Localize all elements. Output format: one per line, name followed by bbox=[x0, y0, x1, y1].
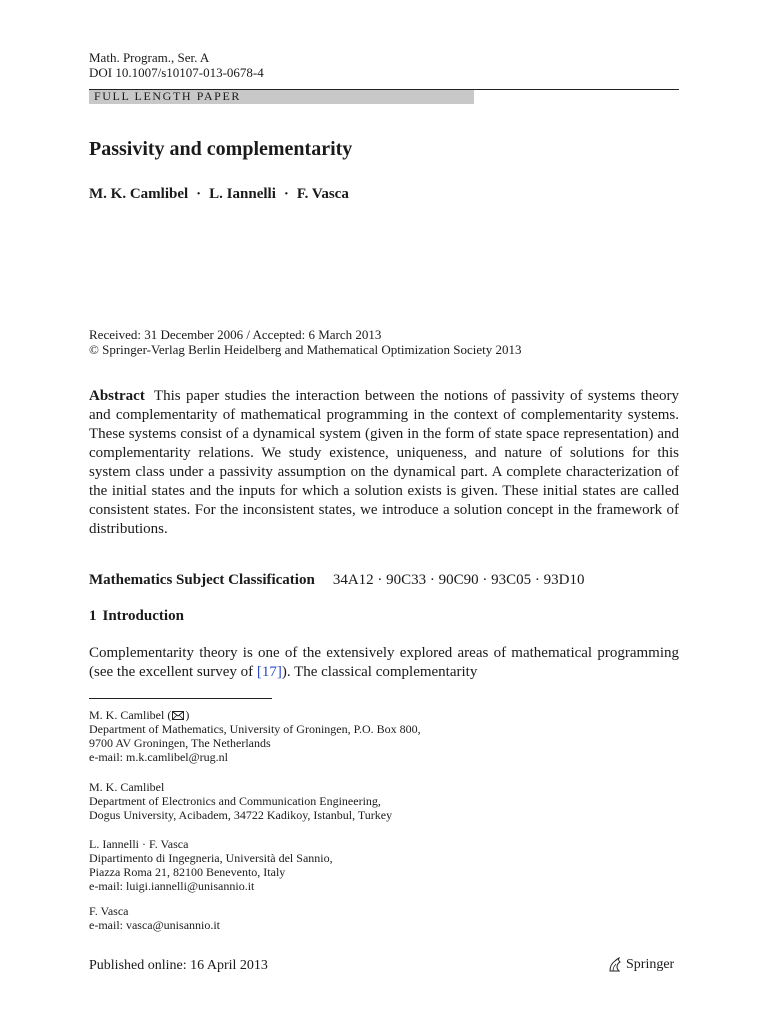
footnote-email: e-mail: luigi.iannelli@unisannio.it bbox=[89, 879, 255, 893]
msc-classification bbox=[89, 572, 679, 589]
msc-label: Mathematics Subject Classification bbox=[89, 572, 315, 588]
journal-doi: DOI 10.1007/s10107-013-0678-4 bbox=[89, 65, 264, 80]
footnote-author: L. Iannelli · F. Vasca bbox=[89, 837, 189, 851]
footnote-email: e-mail: vasca@unisannio.it bbox=[89, 918, 221, 932]
footnote-address: 9700 AV Groningen, The Netherlands bbox=[89, 736, 271, 750]
received-dates: Received: 31 December 2006 / Accepted: 6 March 2013 bbox=[89, 327, 382, 342]
footnote-affiliation-1 bbox=[89, 708, 649, 764]
intro-text: Complementarity theory is one of the extensively explored areas of mathematical programming (see the excellent survey of bbox=[89, 645, 679, 680]
footnote-dept: Department of Electronics and Communication Engineering, bbox=[89, 794, 381, 808]
journal-info bbox=[89, 50, 264, 80]
footnote-email: e-mail: m.k.camlibel@rug.nl bbox=[89, 750, 229, 764]
citation-link[interactable]: [17] bbox=[256, 664, 282, 680]
envelope-icon bbox=[172, 711, 184, 720]
corresponding-author-name: M. K. Camlibel ( bbox=[89, 708, 172, 722]
msc-codes: 34A12 · 90C33 · 90C90 · 93C05 · 93D10 bbox=[332, 572, 585, 588]
author-list bbox=[89, 186, 349, 203]
footnote-affiliation-4 bbox=[89, 904, 649, 932]
copyright-line: © Springer-Verlag Berlin Heidelberg and Mathematical Optimization Society 2013 bbox=[89, 342, 522, 357]
section-heading bbox=[89, 608, 184, 625]
footnote-address: Dogus University, Acibadem, 34722 Kadikoy, Istanbul, Turkey bbox=[89, 808, 393, 822]
abstract-text: This paper studies the interaction between the notions of passivity of systems theory and complementarity of mathematical programming in the context of complementarity systems. These systems consist of a dynamical system (given in the form of state space representation) and complementarity relations. We study existence, uniqueness, and nature of solutions for this system class under a passivity assumption on the dynamical part. A complete characterization of the initial states and the inputs for which a solution exists is given. These initial states are called consistent states. For the inconsistent states, we introduce a solution concept in the framework of distributions. bbox=[89, 388, 679, 537]
footnote-affiliation-2 bbox=[89, 780, 649, 822]
abstract bbox=[89, 387, 679, 539]
received-info bbox=[89, 327, 522, 357]
publisher-logo bbox=[607, 957, 674, 973]
published-date: Published online: 16 April 2013 bbox=[89, 958, 268, 973]
intro-paragraph bbox=[89, 644, 679, 682]
author-separator: · bbox=[196, 186, 202, 202]
footnote-dept: Department of Mathematics, University of Groningen, P.O. Box 800, bbox=[89, 722, 421, 736]
footnote-dept: Dipartimento di Ingegneria, Università del Sannio, bbox=[89, 851, 333, 865]
author-separator: · bbox=[283, 186, 289, 202]
author-name: F. Vasca bbox=[296, 186, 349, 202]
author-name: L. Iannelli bbox=[209, 186, 276, 202]
footnote-author: M. K. Camlibel bbox=[89, 780, 165, 794]
footnote-address: Piazza Roma 21, 82100 Benevento, Italy bbox=[89, 865, 286, 879]
journal-series: Math. Program., Ser. A bbox=[89, 50, 210, 65]
paren-close: ) bbox=[185, 708, 190, 722]
footnote-rule bbox=[89, 698, 272, 699]
section-title: Introduction bbox=[102, 608, 184, 624]
publisher-name: Springer bbox=[626, 957, 675, 972]
author-name: M. K. Camlibel bbox=[89, 186, 189, 202]
footnote-affiliation-3 bbox=[89, 837, 649, 893]
abstract-label: Abstract bbox=[89, 388, 145, 404]
paper-type-label: FULL LENGTH PAPER bbox=[94, 89, 241, 103]
springer-horse-icon bbox=[607, 957, 623, 973]
intro-text-continued: ). The classical complementarity bbox=[281, 664, 478, 680]
footnote-author bbox=[89, 708, 649, 722]
paper-title: Passivity and complementarity bbox=[89, 138, 353, 160]
section-number: 1 bbox=[89, 608, 97, 624]
paper-type-band bbox=[89, 90, 474, 104]
footnote-author: F. Vasca bbox=[89, 904, 129, 918]
